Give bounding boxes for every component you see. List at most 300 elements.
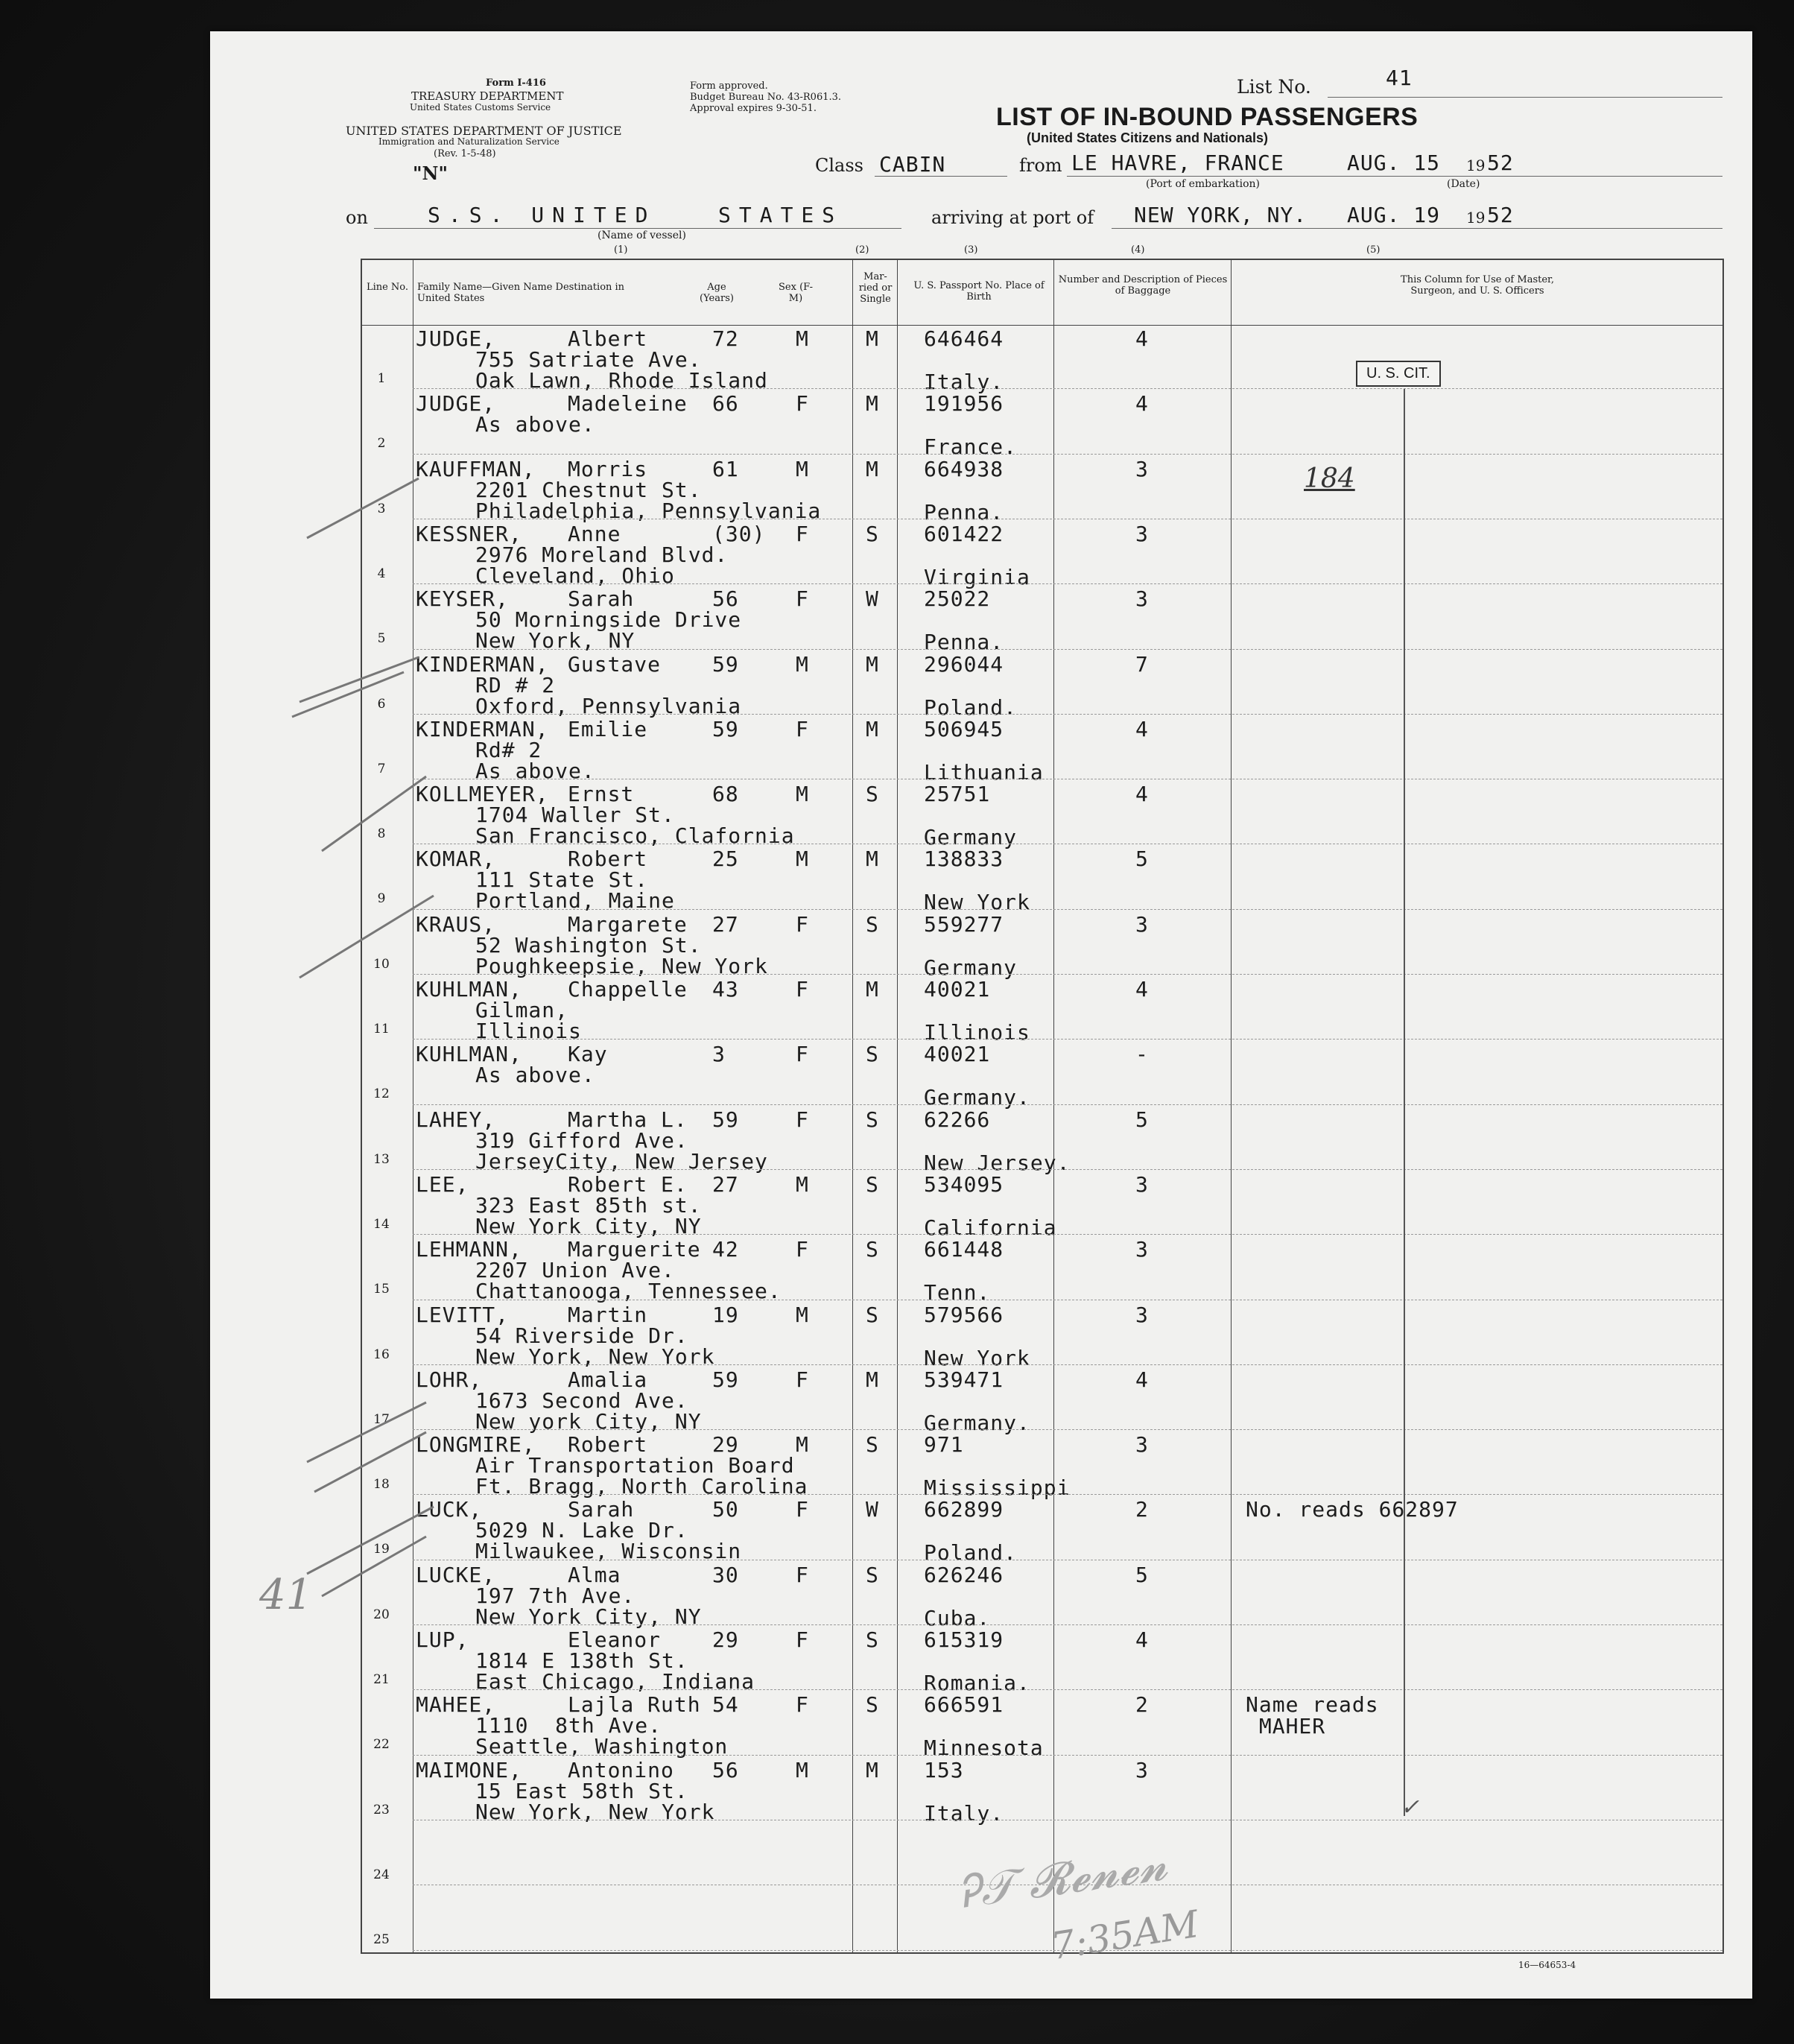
address-line-2: New York, New York — [475, 1799, 715, 1824]
family-name: LUP, — [416, 1627, 469, 1652]
family-name: KINDERMAN, — [416, 716, 549, 741]
sex: F — [796, 586, 809, 612]
address-line-2: Ft. Bragg, North Carolina — [475, 1474, 808, 1499]
marital-status: S — [866, 1107, 879, 1132]
family-name: MAIMONE, — [416, 1757, 522, 1782]
arrival-port: NEW YORK, NY. — [1134, 203, 1308, 227]
address-line-1: 5029 N. Lake Dr. — [475, 1518, 688, 1543]
table-bottom-border — [361, 1952, 1722, 1954]
passport-number: 646464 — [924, 326, 1004, 351]
sex: F — [796, 716, 809, 741]
baggage-count: 3 — [1135, 1432, 1149, 1458]
given-name: Robert E. — [568, 1171, 688, 1197]
age: 19 — [712, 1302, 739, 1327]
address-line-1: 1704 Waller St. — [475, 803, 675, 828]
class-value: CABIN — [879, 152, 946, 177]
arrival-underline — [1112, 228, 1722, 229]
sex: F — [796, 1107, 809, 1132]
age: 29 — [712, 1627, 739, 1652]
passport-number: 626246 — [924, 1562, 1004, 1587]
given-name: Ernst — [568, 782, 635, 807]
marital-status: M — [866, 977, 879, 1002]
sex: F — [796, 1367, 809, 1392]
family-name: LEVITT, — [416, 1302, 510, 1327]
line-number: 13 — [373, 1151, 390, 1167]
row-divider — [413, 1169, 1722, 1170]
line-number: 10 — [373, 956, 390, 972]
address-line-1: Air Transportation Board — [475, 1453, 795, 1478]
family-name: KUHLMAN, — [416, 1042, 522, 1067]
family-name: KAUFFMAN, — [416, 456, 536, 481]
family-name: MAHEE, — [416, 1692, 496, 1718]
marital-status: S — [866, 1627, 879, 1652]
row-divider — [413, 454, 1722, 455]
age: 59 — [712, 1107, 739, 1132]
address-line-2: New york City, NY — [475, 1408, 702, 1434]
table-top-border — [361, 259, 1722, 260]
passport-number: 664938 — [924, 456, 1004, 481]
place-of-birth: Minnesota — [924, 1735, 1044, 1761]
table-right-border — [1722, 259, 1724, 1954]
given-name: Albert — [568, 326, 648, 351]
given-name: Chappelle — [568, 977, 688, 1002]
line-number: 21 — [373, 1672, 390, 1687]
marital-status: M — [866, 716, 879, 741]
embarkation-year: 52 — [1487, 151, 1514, 175]
address-line-1: 1673 Second Ave. — [475, 1388, 688, 1413]
baggage-count: 5 — [1135, 1107, 1149, 1132]
vessel-caption: (Name of vessel) — [598, 230, 686, 241]
revision: (Rev. 1-5-48) — [434, 148, 496, 159]
handwritten-number: 184 — [1304, 463, 1355, 494]
list-no-value: 41 — [1386, 66, 1413, 90]
passport-number: 25751 — [924, 782, 991, 807]
age: 25 — [712, 847, 739, 872]
address-line-2: East Chicago, Indiana — [475, 1669, 755, 1694]
row-divider — [413, 1689, 1722, 1690]
sex: F — [796, 1627, 809, 1652]
single-col-right — [897, 259, 898, 1954]
address-line-2: Cleveland, Ohio — [475, 563, 675, 588]
age: 59 — [712, 1367, 739, 1392]
row-divider — [413, 909, 1722, 910]
on-label: on — [346, 207, 368, 228]
address-line-1: As above. — [475, 1063, 595, 1088]
baggage-count: 4 — [1135, 1367, 1149, 1392]
passport-number: 661448 — [924, 1237, 1004, 1262]
row-divider — [413, 1234, 1722, 1235]
address-line-2: Illinois — [475, 1019, 582, 1043]
inspection-time: 7:35AM — [1047, 1902, 1202, 1969]
customs-service: United States Customs Service — [410, 102, 551, 113]
age: 43 — [712, 977, 739, 1002]
sex: M — [796, 1432, 809, 1458]
age: 56 — [712, 586, 739, 612]
treasury-dept: TREASURY DEPARTMENT — [411, 89, 564, 103]
place-of-birth: Germany — [924, 825, 1018, 850]
line-number: 9 — [377, 891, 386, 907]
family-name: LONGMIRE, — [416, 1432, 536, 1458]
marital-status: S — [866, 1432, 879, 1458]
single-col-left — [852, 259, 853, 1954]
baggage-count: - — [1135, 1042, 1149, 1067]
sex: M — [796, 847, 809, 872]
approval-line-1: Form approved. — [690, 80, 768, 92]
line-number: 12 — [373, 1086, 390, 1102]
marital-status: M — [866, 391, 879, 417]
address-line-2: New York, New York — [475, 1344, 715, 1369]
baggage-count: 2 — [1135, 1692, 1149, 1718]
family-name: KOLLMEYER, — [416, 782, 549, 807]
marital-status: S — [866, 1302, 879, 1327]
given-name: Kay — [568, 1042, 608, 1067]
address-line-2: Oak Lawn, Rhode Island — [475, 368, 768, 393]
age: 42 — [712, 1237, 739, 1262]
table-header-border — [361, 325, 1722, 326]
embarkation-date: AUG. 15 — [1347, 151, 1441, 175]
margin-check-marks — [277, 434, 441, 1626]
place-of-birth: Lithuania — [924, 759, 1044, 785]
place-of-birth: Penna. — [924, 499, 1004, 525]
line-number: 6 — [377, 696, 386, 712]
passport-number: 40021 — [924, 1042, 991, 1067]
sex: M — [796, 1171, 809, 1197]
place-of-birth: New Jersey. — [924, 1150, 1071, 1175]
line-number: 23 — [373, 1802, 390, 1817]
row-divider — [413, 388, 1722, 389]
header-passport: U. S. Passport No. Place of Birth — [913, 280, 1045, 303]
passport-number: 615319 — [924, 1627, 1004, 1652]
family-name: KEYSER, — [416, 586, 510, 612]
given-name: Marguerite — [568, 1237, 701, 1262]
address-line-1: 52 Washington St. — [475, 932, 702, 958]
place-of-birth: Poland. — [924, 694, 1018, 720]
address-line-2: Seattle, Washington — [475, 1734, 729, 1759]
baggage-count: 3 — [1135, 911, 1149, 937]
officer-note: Name reads MAHER — [1246, 1692, 1379, 1739]
sex: F — [796, 1042, 809, 1067]
age: 66 — [712, 391, 739, 417]
family-name: JUDGE, — [416, 391, 496, 417]
marital-status: M — [866, 1757, 879, 1782]
marital-status: W — [866, 1497, 879, 1522]
address-line-1: 54 Riverside Dr. — [475, 1323, 688, 1348]
place-of-birth: Cuba. — [924, 1605, 991, 1630]
family-name: LAHEY, — [416, 1107, 496, 1132]
family-name: LOHR, — [416, 1367, 483, 1392]
place-of-birth: Italy. — [924, 1800, 1004, 1826]
address-line-1: As above. — [475, 412, 595, 437]
margin-handwritten-number: 41 — [259, 1571, 313, 1619]
baggage-count: 5 — [1135, 847, 1149, 872]
line-number: 17 — [373, 1411, 390, 1427]
embarkation-port: LE HAVRE, FRANCE — [1071, 151, 1284, 175]
place-of-birth: New York — [924, 1345, 1030, 1370]
family-name: LUCK, — [416, 1497, 483, 1522]
us-citizen-stamp: U. S. CIT. — [1356, 361, 1441, 387]
baggage-count: 4 — [1135, 326, 1149, 351]
family-name: KRAUS, — [416, 911, 496, 937]
sex: M — [796, 1302, 809, 1327]
row-divider — [413, 583, 1722, 584]
given-name: Madeleine — [568, 391, 688, 417]
age: 30 — [712, 1562, 739, 1587]
address-line-2: Portland, Maine — [475, 888, 675, 914]
place-of-birth: Romania. — [924, 1671, 1030, 1695]
address-line-1: RD # 2 — [475, 672, 556, 697]
line-number: 18 — [373, 1477, 390, 1493]
address-line-1: 1814 E 138th St. — [475, 1648, 688, 1673]
family-name: LEE, — [416, 1171, 469, 1197]
from-underline — [1067, 176, 1722, 177]
place-of-birth: Germany. — [924, 1085, 1030, 1110]
passport-number: 662899 — [924, 1497, 1004, 1522]
justice-dept: UNITED STATES DEPARTMENT OF JUSTICE — [346, 124, 622, 138]
row-divider — [413, 1755, 1722, 1756]
address-line-1: 15 East 58th St. — [475, 1778, 688, 1803]
marital-status: S — [866, 1237, 879, 1262]
line-number: 24 — [373, 1867, 390, 1882]
place-of-birth: France. — [924, 434, 1018, 460]
family-name: KOMAR, — [416, 847, 496, 872]
given-name: Morris — [568, 456, 648, 481]
sex: M — [796, 326, 809, 351]
line-number: 7 — [377, 761, 386, 776]
header-name: Family Name—Given Name Destination in United States — [417, 282, 625, 304]
passport-number: 666591 — [924, 1692, 1004, 1718]
baggage-count: 3 — [1135, 456, 1149, 481]
header-age: Age (Years) — [700, 282, 734, 304]
baggage-count: 2 — [1135, 1497, 1149, 1522]
passport-number: 25022 — [924, 586, 991, 612]
header-line-no: Line No. — [366, 282, 409, 293]
passport-number: 579566 — [924, 1302, 1004, 1327]
address-line-2: New York, NY — [475, 628, 635, 654]
line-number: 11 — [373, 1022, 390, 1037]
row-divider — [413, 1624, 1722, 1625]
marital-status: S — [866, 1692, 879, 1718]
marital-status: S — [866, 1562, 879, 1587]
baggage-count: 4 — [1135, 391, 1149, 417]
sex: F — [796, 1497, 809, 1522]
line-number: 16 — [373, 1347, 390, 1362]
passport-number: 153 — [924, 1757, 964, 1782]
given-name: Alma — [568, 1562, 621, 1587]
given-name: Sarah — [568, 586, 635, 612]
colnum-1: (1) — [614, 244, 628, 256]
age: 72 — [712, 326, 739, 351]
address-line-2: San Francisco, Clafornia — [475, 823, 795, 849]
baggage-count: 3 — [1135, 1302, 1149, 1327]
line-number: 8 — [377, 826, 386, 842]
age: 68 — [712, 782, 739, 807]
place-of-birth: California — [924, 1215, 1057, 1240]
row-divider — [413, 1494, 1722, 1495]
baggage-count: 3 — [1135, 1171, 1149, 1197]
officer-note: No. reads 662897 — [1246, 1497, 1459, 1522]
age: 27 — [712, 1171, 739, 1197]
age: 27 — [712, 911, 739, 937]
given-name: Gustave — [568, 651, 662, 677]
address-line-2: As above. — [475, 758, 595, 783]
marital-status: M — [866, 651, 879, 677]
row-divider — [413, 1429, 1722, 1430]
family-name: LEHMANN, — [416, 1237, 522, 1262]
line-number: 25 — [373, 1932, 390, 1948]
line-number: 22 — [373, 1737, 390, 1753]
manifest-page — [210, 31, 1752, 1999]
class-label: Class — [815, 155, 863, 176]
given-name: Eleanor — [568, 1627, 662, 1652]
ins-label: Immigration and Naturalization Service — [378, 136, 560, 147]
line-number: 3 — [377, 501, 386, 516]
place-of-birth: Penna. — [924, 630, 1004, 655]
colnum-4: (4) — [1131, 244, 1145, 256]
age: 50 — [712, 1497, 739, 1522]
row-divider — [413, 714, 1722, 715]
place-of-birth: Germany — [924, 955, 1018, 980]
marital-status: M — [866, 847, 879, 872]
line-number: 4 — [377, 566, 386, 581]
passport-number: 539471 — [924, 1367, 1004, 1392]
address-line-1: 50 Morningside Drive — [475, 607, 742, 633]
family-name: KESSNER, — [416, 521, 522, 546]
marital-status: M — [866, 326, 879, 351]
given-name: Martin — [568, 1302, 648, 1327]
address-line-1: 1110 8th Ave. — [475, 1713, 662, 1738]
passport-number: 601422 — [924, 521, 1004, 546]
address-line-1: 2201 Chestnut St. — [475, 477, 702, 502]
address-line-1: 323 East 85th st. — [475, 1192, 702, 1218]
line-number: 5 — [377, 631, 386, 647]
sex: F — [796, 1237, 809, 1262]
header-baggage: Number and Description of Pieces of Baggage — [1058, 274, 1228, 297]
marital-status: S — [866, 1042, 879, 1067]
given-name: Amalia — [568, 1367, 648, 1392]
address-line-1: 197 7th Ave. — [475, 1583, 635, 1608]
sex: M — [796, 782, 809, 807]
family-name: LUCKE, — [416, 1562, 496, 1587]
sex: F — [796, 977, 809, 1002]
given-name: Emilie — [568, 716, 648, 741]
arrival-date: AUG. 19 — [1347, 203, 1441, 227]
marital-status: W — [866, 586, 879, 612]
sex: M — [796, 456, 809, 481]
baggage-count: 5 — [1135, 1562, 1149, 1587]
address-line-2: New York City, NY — [475, 1213, 702, 1238]
check-mark: ✓ — [1401, 1794, 1420, 1820]
address-line-2: Milwaukee, Wisconsin — [475, 1539, 742, 1564]
header-officers: This Column for Use of Master, Surgeon, and U. S. Officers — [1401, 274, 1554, 297]
line-number: 2 — [377, 436, 386, 452]
given-name: Martha L. — [568, 1107, 688, 1132]
form-letter: "N" — [413, 162, 448, 184]
list-no-label: List No. — [1237, 76, 1311, 98]
line-number: 14 — [373, 1216, 390, 1232]
line-number: 1 — [377, 371, 386, 386]
approval-line-2: Budget Bureau No. 43-R061.3. — [690, 92, 842, 103]
colnum-3: (3) — [964, 244, 978, 256]
given-name: Lajla Ruth — [568, 1692, 701, 1718]
baggage-count: 4 — [1135, 1627, 1149, 1652]
family-name: KUHLMAN, — [416, 977, 522, 1002]
passport-number: 296044 — [924, 651, 1004, 677]
baggage-count: 3 — [1135, 1757, 1149, 1782]
address-line-2: Poughkeepsie, New York — [475, 953, 768, 978]
inspector-signature: Ꭾ𝒯 𝓡𝓮𝓷𝓮𝓷 — [954, 1838, 1171, 1920]
given-name: Antonino — [568, 1757, 674, 1782]
marital-status: S — [866, 521, 879, 546]
baggage-col-right — [1231, 259, 1232, 1954]
line-number: 20 — [373, 1607, 390, 1622]
passport-number: 971 — [924, 1432, 964, 1458]
baggage-count: 3 — [1135, 586, 1149, 612]
address-line-1: 2207 Union Ave. — [475, 1258, 675, 1283]
baggage-count: 3 — [1135, 1237, 1149, 1262]
passport-number: 62266 — [924, 1107, 991, 1132]
header-sex: Sex (F-M) — [779, 282, 813, 304]
family-name: KINDERMAN, — [416, 651, 549, 677]
embarkation-caption: (Port of embarkation) — [1146, 178, 1260, 190]
vessel-underline — [374, 228, 901, 229]
place-of-birth: Mississippi — [924, 1475, 1071, 1501]
address-line-2: Chattanooga, Tennessee. — [475, 1279, 782, 1304]
age: 59 — [712, 716, 739, 741]
place-of-birth: Illinois — [924, 1020, 1030, 1045]
sex: M — [796, 651, 809, 677]
passport-number: 534095 — [924, 1171, 1004, 1197]
given-name: Robert — [568, 1432, 648, 1458]
place-of-birth: Poland. — [924, 1540, 1018, 1566]
address-line-2: Oxford, Pennsylvania — [475, 693, 742, 718]
arrival-year: 52 — [1487, 203, 1514, 227]
age: 59 — [712, 651, 739, 677]
passport-col-right — [1053, 259, 1054, 1954]
sex: F — [796, 391, 809, 417]
place-of-birth: Virginia — [924, 564, 1030, 589]
address-line-1: 2976 Moreland Blvd. — [475, 542, 729, 567]
marital-status: S — [866, 911, 879, 937]
age: 3 — [712, 1042, 726, 1067]
list-no-underline — [1328, 97, 1722, 98]
sex: M — [796, 1757, 809, 1782]
arrival-century: 19 — [1466, 209, 1486, 227]
address-line-2: Philadelphia, Pennsylvania — [475, 498, 822, 523]
place-of-birth: Italy. — [924, 370, 1004, 394]
header-married: Mar-ried or Single — [858, 271, 893, 305]
address-line-2: JerseyCity, New Jersey — [475, 1148, 768, 1174]
row-divider — [413, 1104, 1722, 1105]
approval-line-3: Approval expires 9-30-51. — [690, 103, 817, 114]
address-line-1: 755 Satriate Ave. — [475, 347, 702, 372]
age: (30) — [712, 521, 766, 546]
place-of-birth: Germany. — [924, 1410, 1030, 1435]
row-divider — [413, 974, 1722, 975]
address-line-1: Rd# 2 — [475, 737, 542, 762]
age: 56 — [712, 1757, 739, 1782]
row-divider — [413, 1039, 1722, 1040]
address-line-2: New York City, NY — [475, 1604, 702, 1629]
date-caption: (Date) — [1447, 178, 1480, 190]
vessel-name: S.S. UNITED STATES — [428, 203, 843, 227]
address-line-1: Gilman, — [475, 998, 569, 1022]
given-name: Robert — [568, 847, 648, 872]
stamp-continuation-line — [1404, 389, 1405, 1816]
sex: F — [796, 1692, 809, 1718]
marital-status: S — [866, 1171, 879, 1197]
age: 54 — [712, 1692, 739, 1718]
age: 29 — [712, 1432, 739, 1458]
